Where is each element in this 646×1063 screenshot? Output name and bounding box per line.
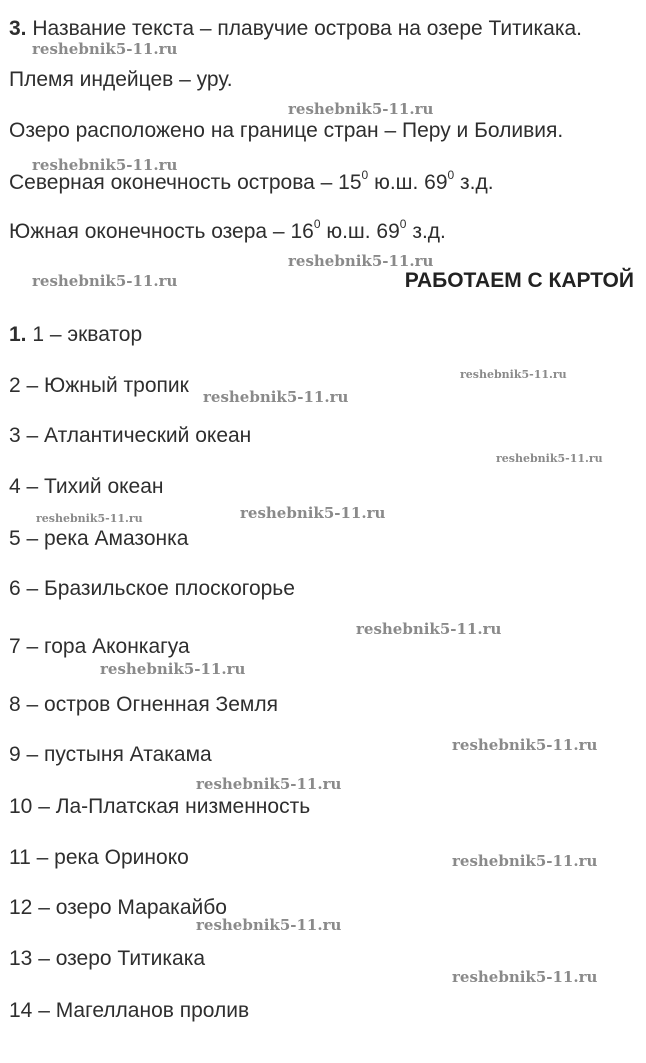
map-heading: РАБОТАЕМ С КАРТОЙ	[404, 269, 634, 292]
list-item: 8 – остров Огненная Земля	[9, 693, 278, 716]
list-item: 10 – Ла-Платская низменность	[9, 795, 311, 818]
watermark: reshebnik5-11.ru	[36, 512, 143, 525]
north-prefix: Северная оконечность острова – 15	[9, 171, 362, 194]
list-item: 7 – гора Аконкагуа	[9, 635, 190, 658]
list-item: 6 – Бразильское плоскогорье	[9, 577, 295, 600]
section3-south-point	[9, 217, 446, 244]
south-degree-1: 0	[313, 217, 321, 231]
south-mid: ю.ш. 69	[320, 220, 400, 243]
list-item: 13 – озеро Титикака	[9, 947, 206, 970]
watermark: reshebnik5-11.ru	[100, 660, 246, 678]
list-item: 12 – озеро Маракайбо	[9, 896, 227, 919]
south-degree-2: 0	[399, 217, 407, 231]
section3-title-line	[9, 17, 582, 41]
watermark: reshebnik5-11.ru	[496, 452, 603, 465]
south-prefix: Южная оконечность озера – 16	[9, 220, 314, 243]
section3-lake-location: Озеро расположено на границе стран – Перу и Боливия.	[9, 119, 564, 142]
watermark: reshebnik5-11.ru	[452, 736, 598, 754]
watermark: reshebnik5-11.ru	[240, 504, 386, 522]
watermark: reshebnik5-11.ru	[288, 100, 434, 118]
north-mid: ю.ш. 69	[368, 171, 448, 194]
watermark: reshebnik5-11.ru	[32, 272, 178, 290]
watermark: reshebnik5-11.ru	[452, 852, 598, 870]
north-suffix: з.д.	[454, 171, 494, 194]
watermark: reshebnik5-11.ru	[32, 156, 178, 174]
section3-north-point	[9, 168, 494, 195]
watermark: reshebnik5-11.ru	[32, 40, 178, 58]
list-item: 11 – река Ориноко	[9, 846, 189, 869]
watermark: reshebnik5-11.ru	[288, 252, 434, 270]
watermark: reshebnik5-11.ru	[196, 775, 342, 793]
watermark: reshebnik5-11.ru	[356, 620, 502, 638]
south-suffix: з.д.	[406, 220, 446, 243]
list-item: 9 – пустыня Атакама	[9, 743, 212, 766]
list-item: 5 – река Амазонка	[9, 527, 189, 550]
list-item: 14 – Магелланов пролив	[9, 999, 250, 1022]
section3-number: 3.	[9, 17, 27, 40]
list-item: 3 – Атлантический океан	[9, 424, 252, 447]
watermark: reshebnik5-11.ru	[196, 916, 342, 934]
section1-item-1	[9, 323, 142, 347]
section3-title: Название текста – плавучие острова на озере Титикака.	[26, 17, 582, 40]
north-degree-2: 0	[447, 168, 455, 182]
watermark: reshebnik5-11.ru	[452, 968, 598, 986]
watermark: reshebnik5-11.ru	[460, 368, 567, 381]
section3-tribe: Племя индейцев – уру.	[9, 68, 233, 91]
watermark: reshebnik5-11.ru	[203, 388, 349, 406]
list-item: 4 – Тихий океан	[9, 475, 164, 498]
section1-number: 1.	[9, 323, 27, 346]
list-item: 1 – экватор	[26, 323, 143, 346]
north-degree-1: 0	[361, 168, 369, 182]
list-item: 2 – Южный тропик	[9, 374, 189, 397]
